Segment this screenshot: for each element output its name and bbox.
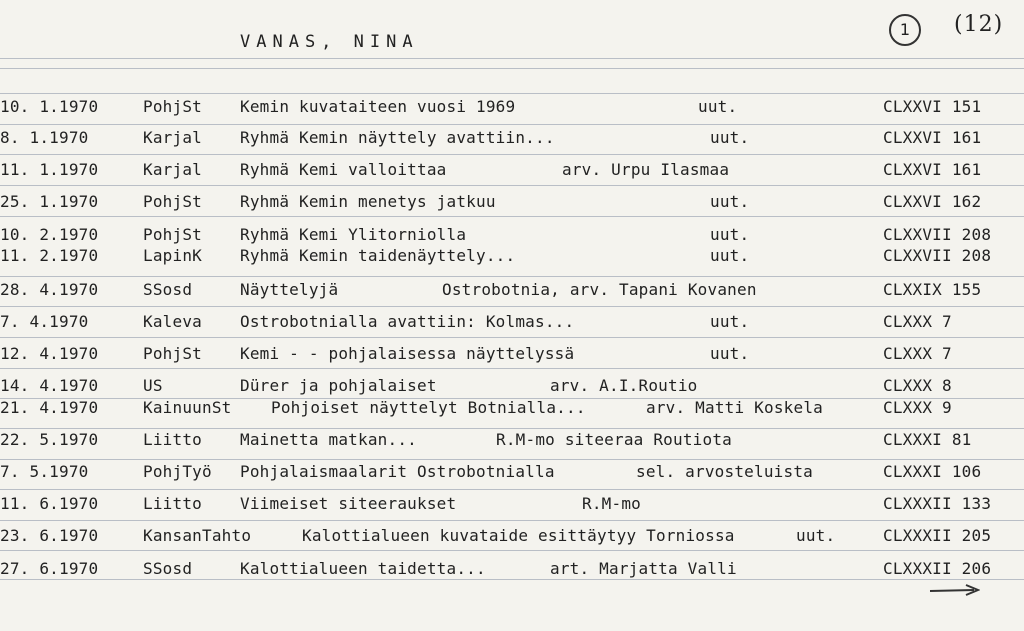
entry-date: 23. 6.1970 (0, 526, 99, 545)
entry-ref: CLXXVII 208 (883, 246, 992, 265)
entry-ref: CLXXVI 151 (883, 97, 982, 116)
circled-number: 1 (889, 14, 921, 46)
rule-line (0, 368, 1024, 369)
entry-paper: US (143, 376, 163, 395)
entry-note: uut. (710, 312, 750, 331)
entry-date: 28. 4.1970 (0, 280, 99, 299)
entry-title: Viimeiset siteeraukset (240, 494, 457, 513)
entry-ref: CLXXXI 106 (883, 462, 982, 481)
entry-note: R.M-mo (582, 494, 641, 513)
entry-ref: CLXXVI 161 (883, 160, 982, 179)
rule-line (0, 124, 1024, 125)
entry-date: 12. 4.1970 (0, 344, 99, 363)
rule-line (0, 459, 1024, 460)
entry-note: uut. (698, 97, 738, 116)
entry-note: sel. arvosteluista (636, 462, 813, 481)
rule-line (0, 550, 1024, 551)
entry-title: Kalottialueen taidetta... (240, 559, 486, 578)
entry-ref: CLXXX 7 (883, 344, 952, 363)
entry-ref: CLXXVI 162 (883, 192, 982, 211)
entry-date: 7. 4.1970 (0, 312, 89, 331)
rule-line (0, 185, 1024, 186)
entry-ref: CLXXX 9 (883, 398, 952, 417)
entry-note: uut. (710, 246, 750, 265)
entry-paper: Liitto (143, 430, 202, 449)
entry-note: arv. Urpu Ilasmaa (562, 160, 730, 179)
entry-date: 11. 1.1970 (0, 160, 99, 179)
entry-paper: SSosd (143, 559, 193, 578)
entry-title: Mainetta matkan... (240, 430, 417, 449)
entry-title: Kalottialueen kuvataide esittäytyy Torniossa (302, 526, 735, 545)
entry-note: uut. (710, 225, 750, 244)
entry-date: 14. 4.1970 (0, 376, 99, 395)
entry-title: Ryhmä Kemin menetys jatkuu (240, 192, 496, 211)
entry-date: 10. 2.1970 (0, 225, 99, 244)
entry-paper: Kaleva (143, 312, 202, 331)
entry-title: Ryhmä Kemin taidenäyttely... (240, 246, 516, 265)
rule-line (0, 276, 1024, 277)
entry-paper: LapinK (143, 246, 202, 265)
rule-line (0, 579, 1024, 580)
continue-arrow-icon (928, 582, 980, 598)
entry-title: Ryhmä Kemi valloittaa (240, 160, 447, 179)
rule-line (0, 428, 1024, 429)
entry-paper: PohjSt (143, 344, 202, 363)
entry-ref: CLXXVI 161 (883, 128, 982, 147)
entry-paper: KainuunSt (143, 398, 232, 417)
entry-date: 22. 5.1970 (0, 430, 99, 449)
entry-date: 7. 5.1970 (0, 462, 89, 481)
entry-ref: CLXXX 8 (883, 376, 952, 395)
entry-paper: PohjTyö (143, 462, 212, 481)
entry-note: arv. A.I.Routio (550, 376, 698, 395)
entry-note: art. Marjatta Valli (550, 559, 737, 578)
entry-ref: CLXXXII 205 (883, 526, 992, 545)
entry-note: Ostrobotnia, arv. Tapani Kovanen (442, 280, 757, 299)
entry-title: Kemin kuvataiteen vuosi 1969 (240, 97, 516, 116)
entry-paper: Liitto (143, 494, 202, 513)
rule-line (0, 154, 1024, 155)
entry-paper: PohjSt (143, 97, 202, 116)
entry-ref: CLXXIX 155 (883, 280, 982, 299)
entry-ref: CLXXX 7 (883, 312, 952, 331)
entry-note: R.M-mo siteeraa Routiota (496, 430, 732, 449)
entry-paper: Karjal (143, 128, 202, 147)
entry-paper: SSosd (143, 280, 193, 299)
entry-date: 25. 1.1970 (0, 192, 99, 211)
entry-date: 8. 1.1970 (0, 128, 89, 147)
entry-title: Ryhmä Kemin näyttely avattiin... (240, 128, 555, 147)
entry-note: uut. (710, 192, 750, 211)
entry-note: arv. Matti Koskela (646, 398, 823, 417)
entry-title: Pohjalaismaalarit Ostrobotnialla (240, 462, 555, 481)
rule-line (0, 58, 1024, 59)
entry-date: 21. 4.1970 (0, 398, 99, 417)
entry-date: 27. 6.1970 (0, 559, 99, 578)
entry-title: Näyttelyjä (240, 280, 339, 299)
entry-title: Ostrobotnialla avattiin: Kolmas... (240, 312, 575, 331)
rule-line (0, 337, 1024, 338)
entry-note: uut. (796, 526, 836, 545)
entry-paper: KansanTahto (143, 526, 252, 545)
entry-paper: PohjSt (143, 192, 202, 211)
entry-paper: Karjal (143, 160, 202, 179)
entry-title: Kemi - - pohjalaisessa näyttelyssä (240, 344, 575, 363)
entry-ref: CLXXXI 81 (883, 430, 972, 449)
entry-date: 10. 1.1970 (0, 97, 99, 116)
entry-note: uut. (710, 344, 750, 363)
entry-paper: PohjSt (143, 225, 202, 244)
rule-line (0, 68, 1024, 69)
rule-line (0, 93, 1024, 94)
rule-line (0, 520, 1024, 521)
entry-ref: CLXXXII 133 (883, 494, 992, 513)
entry-title: Pohjoiset näyttelyt Botnialla... (271, 398, 586, 417)
entry-ref: CLXXXII 206 (883, 559, 992, 578)
entry-date: 11. 2.1970 (0, 246, 99, 265)
bracketed-number: (12) (954, 12, 1004, 37)
entry-ref: CLXXVII 208 (883, 225, 992, 244)
entry-note: uut. (710, 128, 750, 147)
rule-line (0, 489, 1024, 490)
rule-line (0, 216, 1024, 217)
card-name: VANAS, NINA (240, 32, 419, 52)
entry-title: Ryhmä Kemi Ylitorniolla (240, 225, 467, 244)
entry-date: 11. 6.1970 (0, 494, 99, 513)
entry-title: Dürer ja pohjalaiset (240, 376, 437, 395)
rule-line (0, 306, 1024, 307)
